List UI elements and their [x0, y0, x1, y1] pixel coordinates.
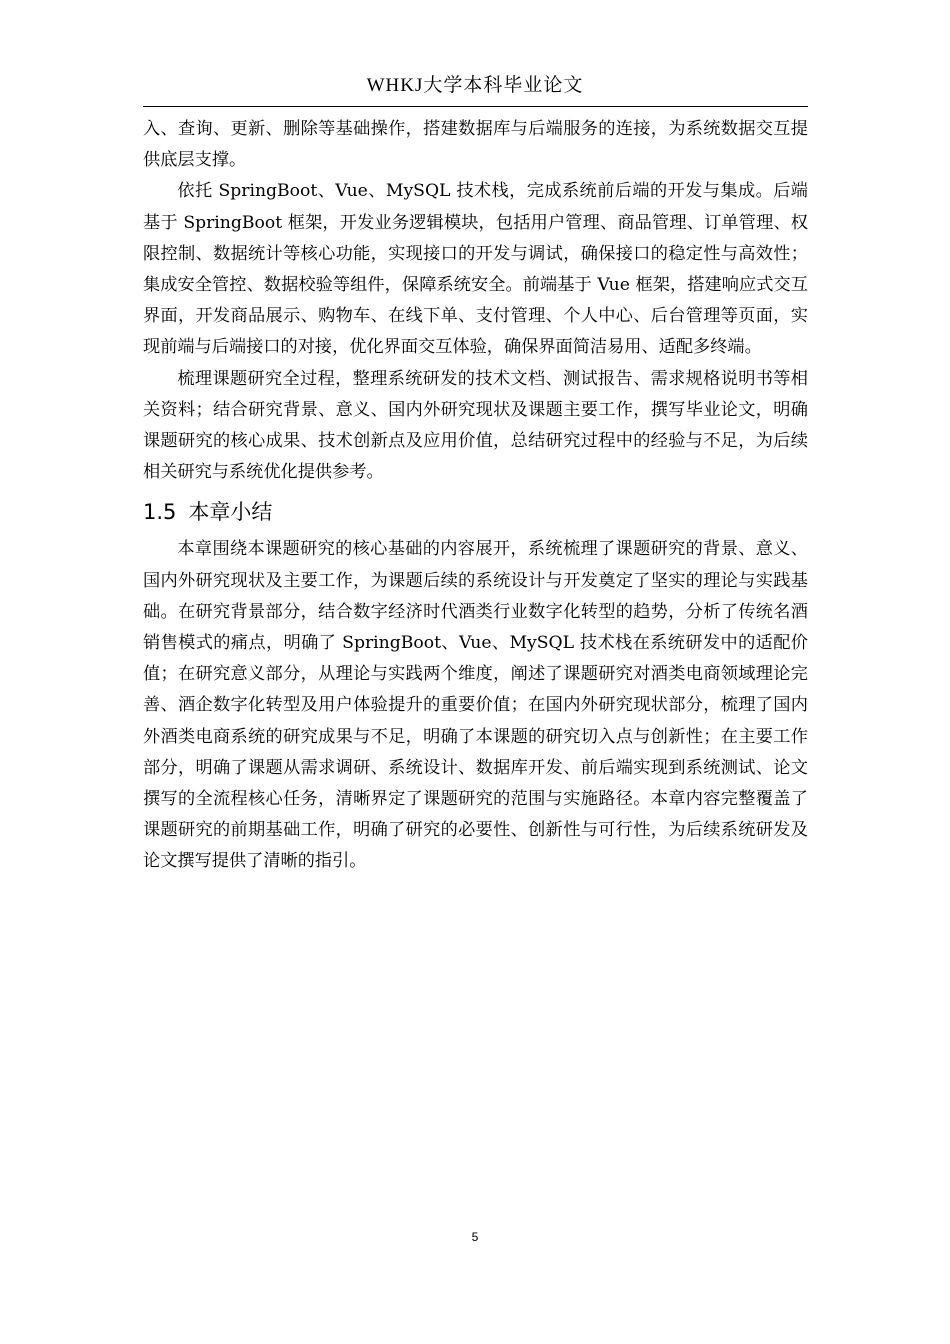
paragraph-chapter-summary: 本章围绕本课题研究的核心基础的内容展开，系统梳理了课题研究的背景、意义、国内外研究现状及主要工作，为课题后续的系统设计与开发奠定了坚实的理论与实践基础。在研究背景部分，结合数字经济时代酒类行业数字化转型的趋势，分析了传统名酒销售模式的痛点，明确了 SpringBoot、Vue、MySQL 技术栈在系统研发中的适配价值；在研究意义部分，从理论与实践两个维度，阐述了课题研究对酒类电商领域理论完善、酒企数字化转型及用户体验提升的重要价值；在国内外研究现状部分，梳理了国内外酒类电商系统的研究成果与不足，明确了本课题的研究切入点与创新性；在主要工作部分，明确了课题从需求调研、系统设计、数据库开发、前后端实现到系统测试、论文撰写的全流程核心任务，清晰界定了课题研究的范围与实施路径。本章内容完整覆盖了课题研究的前期基础工作，明确了研究的必要性、创新性与可行性，为后续系统研发及论文撰写提供了清晰的指引。 — [143, 539, 808, 872]
body-text — [143, 114, 808, 878]
page-number: 5 — [471, 1230, 479, 1244]
section-number: 1.5 — [143, 500, 177, 525]
page-header: WHKJ大学本科毕业论文 — [366, 75, 584, 96]
section-title: 本章小结 — [188, 500, 273, 525]
header-rule — [143, 106, 808, 107]
paragraph-tech-stack: 依托 SpringBoot、Vue、MySQL 技术栈，完成系统前后端的开发与集成。后端基于 SpringBoot 框架，开发业务逻辑模块，包括用户管理、商品管理、订单管理、权限控制、数据统计等核心功能，实现接口的开发与调试，确保接口的稳定性与高效性；集成安全管控、数据校验等组件，保障系统安全。前端基于 Vue 框架，搭建响应式交互界面，开发商品展示、购物车、在线下单、支付管理、个人中心、后台管理等页面，实现前端与后端接口的对接，优化界面交互体验，确保界面简洁易用、适配多终端。 — [143, 181, 808, 358]
paragraph-documentation: 梳理课题研究全过程，整理系统研发的技术文档、测试报告、需求规格说明书等相关资料；结合研究背景、意义、国内外研究现状及课题主要工作，撰写毕业论文，明确课题研究的核心成果、技术创新点及应用价值，总结研究过程中的经验与不足，为后续相关研究与系统优化提供参考。 — [143, 368, 808, 483]
paragraph-continued: 入、查询、更新、删除等基础操作，搭建数据库与后端服务的连接，为系统数据交互提供底层支撑。 — [143, 119, 808, 171]
section-heading — [143, 496, 808, 528]
